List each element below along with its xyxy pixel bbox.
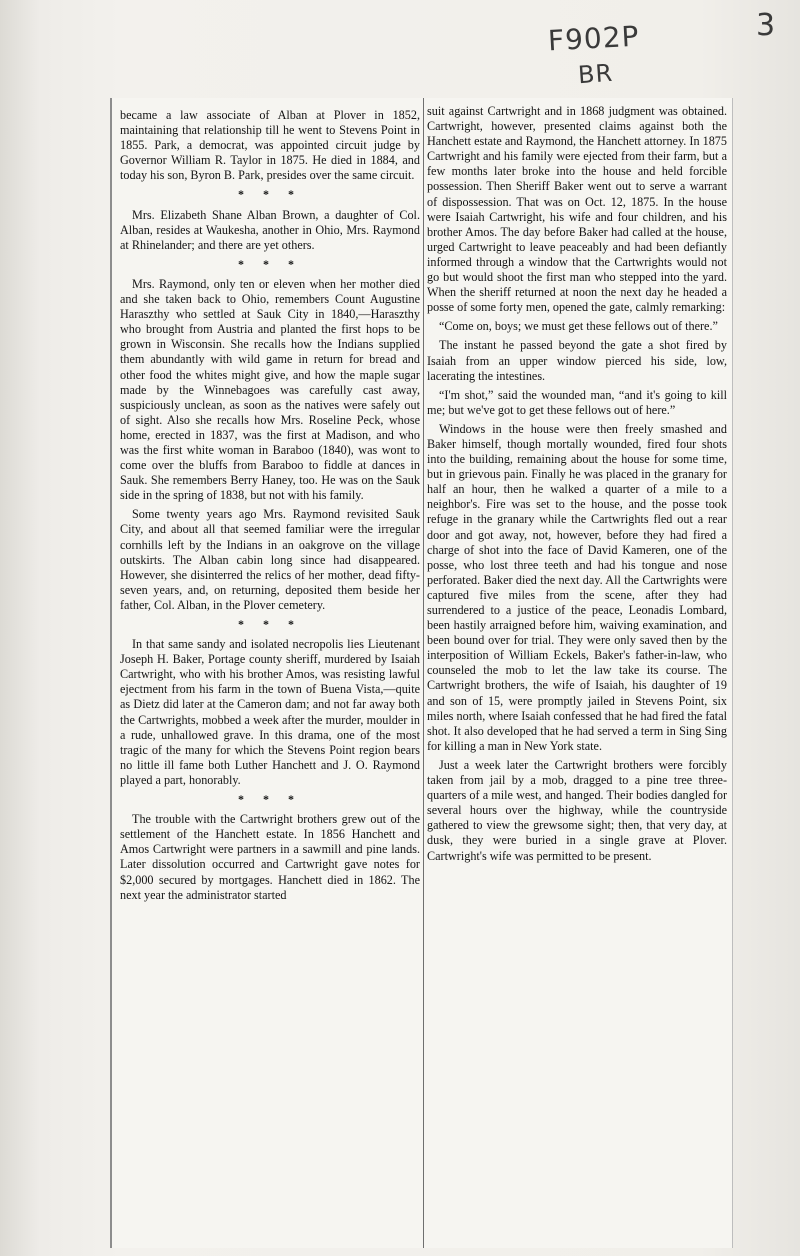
section-separator: * * *	[238, 187, 302, 202]
page-number: 3	[756, 8, 777, 43]
article-paragraph: Mrs. Elizabeth Shane Alban Brown, a daughter of Col. Alban, resides at Waukesha, another in Ohio, Mrs. Raymond at Rhinelander; and there are yet others.	[120, 207, 420, 252]
article-paragraph: became a law associate of Alban at Plover in 1852, maintaining that relationship till he went to Stevens Point in 1855. Park, a democrat, was appointed circuit judge by Governor William R. Taylor in 1875. He died in 1884, and today his son, Byron B. Park, presides over the same circuit.	[120, 108, 420, 183]
article-paragraph: Windows in the house were then freely smashed and Baker himself, though mortally wounded, fired four shots into the building, remaining about the house for some time, but in grievous pain. Finally he was placed in the granary for half an hour, then he walked a quarter of a mile to a neighbor's. Fire was set to the house, and the posse took refuge in the granary while the Cartwrights fled out a rear door and got away, not, however, before they had fired a charge of shot into the face of David Kameren, one of the posse, who lost three teeth and had his tongue and nose perforated. Baker died the next day. All the Cartwrights were captured five miles from the scene, after they had surrendered to a justice of the peace, Leonadis Lombard, been hastily arraigned before him, waiving examination, and been bound over for trial. They were only saved then by the interposition of William Eckels, Baker's father-in-law, who counseled the mob to let the law take its course. The Cartwright brothers, the wife of Isaiah, his daughter of 19 and son of 15, were promptly jailed in Stevens Point, six miles north, where Isaiah confessed that he had fired the fatal shot. It also developed that he had served a term in Sing Sing for killing a man in New York state.	[427, 421, 727, 753]
section-separator: * * *	[238, 617, 302, 631]
right-column	[427, 104, 727, 868]
article-paragraph: “Come on, boys; we must get these fellows out of there.”	[439, 319, 718, 334]
article-paragraph: Some twenty years ago Mrs. Raymond revisited Sauk City, and about all that seemed familiar were the irregular cornhills left by the Indians in an oakgrove on the village outskirts. The Alban cabin long since had disappeared. However, she disinterred the relics of her mother, dead fifty-seven years, and, on returning, deposited them beside her father, Col. Alban, in the Plover cemetery.	[120, 507, 420, 612]
section-separator: * * *	[238, 792, 302, 807]
article-paragraph: The instant he passed beyond the gate a shot fired by Isaiah from an upper window pierced his side, low, lacerating the intestines.	[427, 338, 727, 383]
newspaper-clipping	[110, 98, 733, 1248]
column-rule	[423, 98, 424, 1248]
article-paragraph: In that same sandy and isolated necropolis lies Lieutenant Joseph H. Baker, Portage county sheriff, murdered by Isaiah Cartwright, who with his brother Amos, was resisting lawful ejectment from his farm in the town of Buena Vista,—quite as Dietz did later at the Cameron dam; and not far away both the Cartwrights, mobbed a week after the murder, moulder in a rude, unhallowed grave. In this drama, one of the most tragic of the many for which the Stevens Point region bears no little ill fame both Luther Hanchett and J. O. Raymond played a part, honorably.	[120, 637, 420, 787]
handwritten-catalog-code: F902P	[547, 19, 641, 58]
article-paragraph: The trouble with the Cartwright brothers grew out of the settlement of the Hanchett estate. In 1856 Hanchett and Amos Cartwright were partners in a sawmill and pine lands. Later dissolution occurred and Cartwright gave notes for $2,000 secured by mortgages. Hanchett died in 1862. The next year the administrator started	[120, 812, 420, 902]
article-paragraph: Mrs. Raymond, only ten or eleven when her mother died and she taken back to Ohio, remembers Count Augustine Haraszthy who settled at Sauk City in 1840,—Haraszthy who brought from Austria and planted the first hops to be grown in Wisconsin. She recalls how the Indians supplied them abundantly with wild game in return for bread and other food the whites might give, and how the maple sugar made by the Winnebagoes was carefully cast away, suspiciously unclean, as soon as the natives were safely out of sight. Also she recalls how Mrs. Roseline Peck, whose home, erected in 1837, was the first at Madison, and who was the first white woman in Baraboo (1840), was wont to come over the bluffs from Baraboo to fiddle at dances in Sauk. She remembers Berry Haney, too. He was on the Sauk side in the spring of 1838, but not with his family.	[120, 276, 420, 503]
handwritten-initials: BR	[577, 58, 615, 90]
article-paragraph: suit against Cartwright and in 1868 judgment was obtained. Cartwright, however, presented claims against both the Hanchett estate and Raymond, the Hanchett attorney. In 1875 Cartwright and his family were ejected from their farm, but a few months later broke into the house and held forcible possession. Then Sheriff Baker went out to serve a warrant of dispossession. That was on Oct. 12, 1875. In the house were Isaiah Cartwright, his wife and four children, and his brother Amos. The day before Baker had called at the house, urged Cartwright to leave peaceably and had been defiantly informed through a window that the Cartwrights would not go but would shoot the first man who stepped into the yard. When the sheriff returned at noon the next day he headed a posse of some forty men, opened the gate, calmly remarking:	[427, 104, 727, 315]
article-paragraph: Just a week later the Cartwright brothers were forcibly taken from jail by a mob, dragged to a pine tree three-quarters of a mile west, and hanged. Their bodies dangled for several hours over the highway, while the countryside gathered to view the grewsome sight; then, that very day, at dusk, they were buried in a single grave at Plover. Cartwright's wife was permitted to be present.	[427, 757, 727, 863]
section-separator: * * *	[238, 256, 302, 271]
article-paragraph: “I'm shot,” said the wounded man, “and it's going to kill me; but we've got to get these fellows out of here.”	[427, 387, 727, 417]
left-column	[120, 108, 420, 907]
